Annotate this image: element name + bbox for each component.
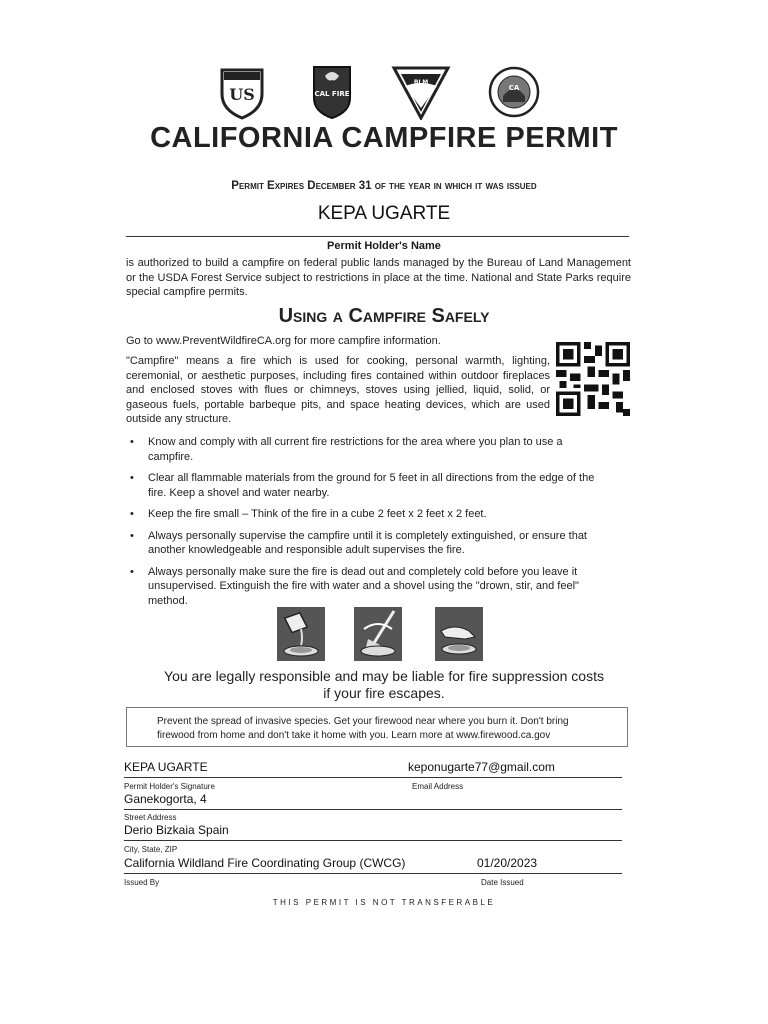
street-value[interactable]: Ganekogorta, 4 [124, 792, 207, 806]
qr-code-icon[interactable] [556, 341, 630, 417]
agency-logos [0, 64, 768, 124]
bullet-item: • Always personally make sure the fire is dead out and completely cold before you leave it unsupervised. Extinguish the fire with water and a shovel using the "drown, stir, and feel" method. [130, 565, 600, 609]
city-value[interactable]: Derio Bizkaia Spain [124, 823, 229, 837]
usda-fs-text: US [229, 85, 255, 104]
calfire-text: CAL FIRE [314, 90, 350, 98]
city-label: City, State, ZIP [124, 845, 178, 854]
safety-bullets [130, 435, 600, 615]
city-rule [124, 840, 622, 841]
calfire-logo [311, 64, 353, 120]
holder-name-label: Permit Holder's Name [327, 240, 441, 252]
campfire-definition: "Campfire" means a fire which is used for cooking, personal warmth, lighting, ceremonial, or aesthetic purposes, including fires contained within outdoor fireplaces and enclosed stoves with flues or chimneys, stoves using jellied, liquid, solid, or gaseous fuels, portable barbeque pits, and space heating devices, which are used outside any structure. [126, 355, 550, 425]
legal-responsibility [0, 668, 768, 702]
bullet-item: • Always personally supervise the campfire until it is completely extinguished, or ensure that another knowledgeable and responsible adult supervises the fire. [130, 529, 600, 558]
email-label: Email Address [412, 782, 464, 791]
blm-logo [391, 64, 451, 120]
seal-text: CA [508, 84, 520, 92]
bullet-item: • Know and comply with all current fire restrictions for the area where you plan to use a campfire. [130, 435, 600, 464]
signature-value[interactable]: KEPA UGARTE [124, 760, 208, 774]
date-issued-value[interactable]: 01/20/2023 [477, 856, 538, 870]
california-seal-logo [487, 64, 541, 120]
authorization-paragraph: is authorized to build a campfire on federal public lands managed by the Bureau of Land Management or the USDA Forest Service subject to restrictions in place at the time. National and State Parks require special campfire permits. [126, 257, 631, 298]
expires-notice: Permit Expires December 31 of the year in which it was issued [231, 180, 537, 192]
signature-rule [124, 777, 622, 778]
holder-name-rule [126, 236, 629, 237]
not-transferable-footer: THIS PERMIT IS NOT TRANSFERABLE [272, 898, 496, 907]
legal-line-2: if your fire escapes. [323, 685, 445, 701]
issued-rule [124, 873, 622, 874]
feel-icon [435, 607, 483, 661]
bullet-item: • Keep the fire small – Think of the fire in a cube 2 feet x 2 feet x 2 feet. [130, 507, 600, 522]
issued-by-value[interactable]: California Wildland Fire Coordinating Group (CWCG) [124, 856, 406, 870]
permit-title: CALIFORNIA CAMPFIRE PERMIT [150, 122, 618, 154]
date-issued-label: Date Issued [481, 878, 524, 887]
blm-text: BLM [413, 79, 429, 86]
usda-forest-service-logo [218, 64, 266, 120]
issued-by-label: Issued By [124, 878, 160, 887]
email-value[interactable]: keponugarte77@gmail.com [408, 760, 555, 774]
drown-icon [277, 607, 325, 661]
holder-name-value: KEPA UGARTE [317, 203, 451, 224]
street-label: Street Address [124, 813, 177, 822]
legal-line-1: You are legally responsible and may be liable for fire suppression costs [164, 668, 604, 684]
street-rule [124, 809, 622, 810]
section-title: Using a Campfire Safely [278, 305, 490, 327]
bullet-item: • Clear all flammable materials from the ground for 5 feet in all directions from the edge of the fire. Keep a shovel and water nearby. [130, 471, 600, 500]
invasive-species-notice: Prevent the spread of invasive species. Get your firewood near where you burn it. Don't bring firewood from home and don't take it home with you. Learn more at www.firewood.ca.gov [126, 707, 628, 747]
website-line: Go to www.PreventWildfireCA.org for more campfire information. [126, 335, 441, 347]
stir-icon [354, 607, 402, 661]
signature-label: Permit Holder's Signature [124, 782, 215, 791]
